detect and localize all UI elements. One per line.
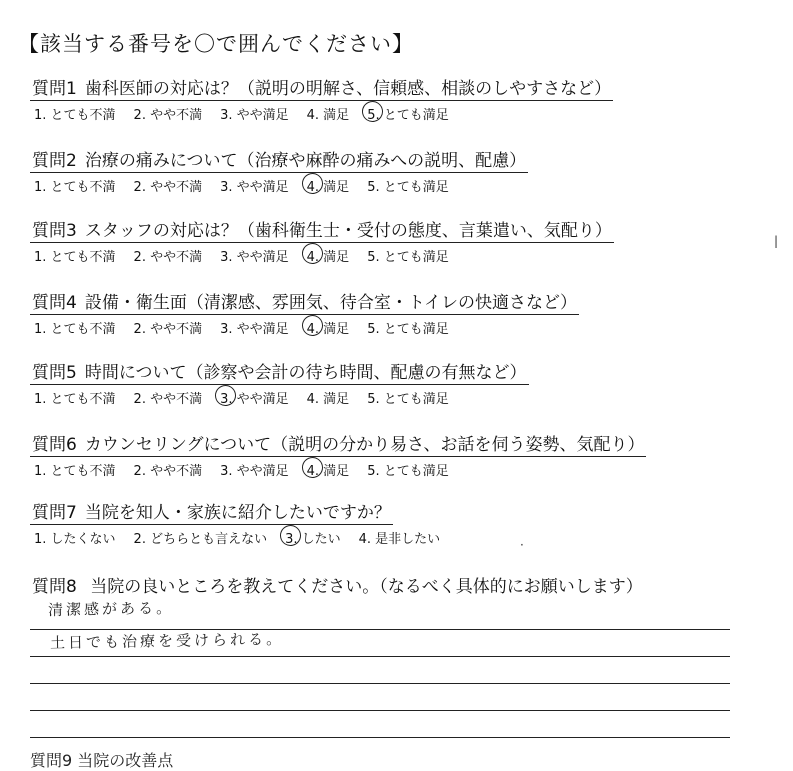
answer-option-2[interactable] — [132, 318, 205, 337]
question-6 — [30, 430, 730, 478]
answer-line — [30, 657, 730, 684]
circled-option-label: 4. 満足 — [305, 176, 352, 195]
stray-mark: | — [774, 234, 779, 248]
answer-options — [32, 246, 730, 264]
handwritten-answer-2: 土日でも治療を受けられる。 — [49, 629, 285, 653]
answer-option-1[interactable] — [32, 104, 118, 123]
option-label: 4. 満足 — [306, 108, 350, 123]
answer-options — [32, 176, 730, 194]
question-7-label: 質問7 — [32, 503, 77, 523]
question-7 — [30, 498, 730, 546]
question-1 — [30, 74, 730, 122]
answer-option-5[interactable] — [365, 460, 451, 479]
question-5-text — [30, 358, 529, 385]
question-6-body: カウンセリングについて（説明の分かり易さ、お話を伺う姿勢、気配り） — [84, 435, 645, 455]
question-4-label: 質問4 — [32, 293, 77, 313]
answer-option-2[interactable] — [132, 460, 205, 479]
circled-option-label: 4. 満足 — [305, 246, 352, 265]
question-6-text — [30, 430, 646, 457]
answer-option-1[interactable] — [32, 460, 118, 479]
question-7-text — [30, 498, 393, 525]
answer-options — [32, 528, 730, 546]
circled-option-label: 5. とても満足 — [365, 104, 451, 123]
option-label: 4. 満足 — [306, 392, 350, 407]
answer-lines — [30, 603, 730, 738]
question-5-label: 質問5 — [32, 363, 77, 383]
answer-option-3[interactable] — [283, 528, 343, 547]
option-label: 1. とても不満 — [34, 392, 116, 407]
option-label: 5. とても満足 — [367, 322, 449, 337]
option-label: 1. とても不満 — [34, 250, 116, 265]
question-3-body: スタッフの対応は？（歯科衛生士・受付の態度、言葉遣い、気配り） — [84, 221, 612, 241]
answer-option-2[interactable] — [132, 176, 205, 195]
answer-option-3[interactable] — [218, 388, 291, 407]
option-label: 3. やや満足 — [220, 464, 289, 479]
option-label: 2. やや不満 — [133, 108, 203, 123]
answer-option-4[interactable] — [305, 104, 352, 123]
option-label: 1. とても不満 — [34, 464, 116, 479]
answer-option-4[interactable] — [305, 318, 352, 337]
circled-option-label: 3. したい — [283, 528, 343, 547]
option-label: 4. 是非したい — [358, 532, 441, 547]
answer-options — [32, 460, 730, 478]
question-3-text — [30, 216, 614, 243]
option-label: 1. とても不満 — [34, 322, 116, 337]
answer-options — [32, 388, 730, 406]
answer-option-1[interactable] — [32, 176, 118, 195]
question-2-text — [30, 146, 528, 173]
option-label: 2. どちらとも言えない — [133, 532, 268, 547]
circled-option-label: 4. 満足 — [305, 318, 352, 337]
answer-options — [32, 318, 730, 336]
question-1-body: 歯科医師の対応は？（説明の明解さ、信頼感、相談のしやすさなど） — [84, 79, 612, 99]
question-2-label: 質問2 — [32, 151, 77, 171]
answer-option-3[interactable] — [218, 176, 291, 195]
answer-option-2[interactable] — [132, 246, 205, 265]
answer-option-2[interactable] — [132, 388, 205, 407]
answer-option-1[interactable] — [32, 318, 118, 337]
question-8-body: 当院の良いところを教えてください。（なるべく具体的にお願いします） — [90, 577, 643, 597]
answer-option-5[interactable] — [365, 104, 451, 123]
option-label: 3. やや満足 — [220, 250, 289, 265]
circled-option-label: 3. やや満足 — [218, 388, 291, 407]
option-label: 3. やや満足 — [220, 108, 289, 123]
answer-option-5[interactable] — [365, 388, 451, 407]
stray-dot: · — [520, 538, 524, 552]
question-5-body: 時間について（診察や会計の待ち時間、配慮の有無など） — [84, 363, 527, 383]
question-2 — [30, 146, 730, 194]
answer-option-5[interactable] — [365, 246, 451, 265]
question-8-label: 質問8 — [32, 577, 77, 597]
option-label: 5. とても満足 — [367, 250, 449, 265]
option-label: 2. やや不満 — [133, 392, 203, 407]
answer-option-4[interactable] — [357, 528, 443, 547]
answer-line — [30, 684, 730, 711]
answer-option-4[interactable] — [305, 460, 352, 479]
question-3 — [30, 216, 730, 264]
answer-line — [30, 711, 730, 738]
answer-option-2[interactable] — [132, 104, 205, 123]
answer-option-1[interactable] — [32, 528, 118, 547]
answer-option-3[interactable] — [218, 246, 291, 265]
option-label: 2. やや不満 — [133, 180, 203, 195]
answer-option-5[interactable] — [365, 318, 451, 337]
answer-option-4[interactable] — [305, 246, 352, 265]
option-label: 5. とても満足 — [367, 464, 449, 479]
question-1-label: 質問1 — [32, 79, 77, 99]
answer-option-4[interactable] — [305, 176, 352, 195]
answer-option-1[interactable] — [32, 246, 118, 265]
question-6-label: 質問6 — [32, 435, 77, 455]
answer-option-3[interactable] — [218, 460, 291, 479]
answer-option-5[interactable] — [365, 176, 451, 195]
option-label: 2. やや不満 — [133, 464, 203, 479]
option-label: 2. やや不満 — [133, 322, 203, 337]
question-7-body: 当院を知人・家族に紹介したいですか？ — [84, 503, 391, 523]
question-8-text — [30, 572, 645, 598]
question-5 — [30, 358, 730, 406]
option-label: 1. とても不満 — [34, 108, 116, 123]
option-label: 3. やや満足 — [220, 180, 289, 195]
answer-option-4[interactable] — [305, 388, 352, 407]
next-question-cutoff: 質問9 当院の改善点 — [30, 751, 174, 770]
circled-option-label: 4. 満足 — [305, 460, 352, 479]
option-label: 3. やや満足 — [220, 322, 289, 337]
question-4-text — [30, 288, 579, 315]
answer-option-3[interactable] — [218, 104, 291, 123]
question-3-label: 質問3 — [32, 221, 77, 241]
option-label: 1. とても不満 — [34, 180, 116, 195]
question-4 — [30, 288, 730, 336]
answer-options — [32, 104, 730, 122]
option-label: 5. とても満足 — [367, 392, 449, 407]
question-8 — [30, 572, 730, 598]
question-2-body: 治療の痛みについて（治療や麻酔の痛みへの説明、配慮） — [84, 151, 527, 171]
answer-option-3[interactable] — [218, 318, 291, 337]
option-label: 5. とても満足 — [367, 180, 449, 195]
form-heading: 【該当する番号を〇で囲んでください】 — [18, 32, 414, 56]
answer-option-1[interactable] — [32, 388, 118, 407]
handwritten-answer-1: 清潔感がある。 — [47, 598, 175, 620]
option-label: 1. したくない — [34, 532, 116, 547]
answer-option-2[interactable] — [132, 528, 270, 547]
question-4-body: 設備・衛生面（清潔感、雰囲気、待合室・トイレの快適さなど） — [84, 293, 577, 313]
question-1-text — [30, 74, 613, 101]
option-label: 2. やや不満 — [133, 250, 203, 265]
